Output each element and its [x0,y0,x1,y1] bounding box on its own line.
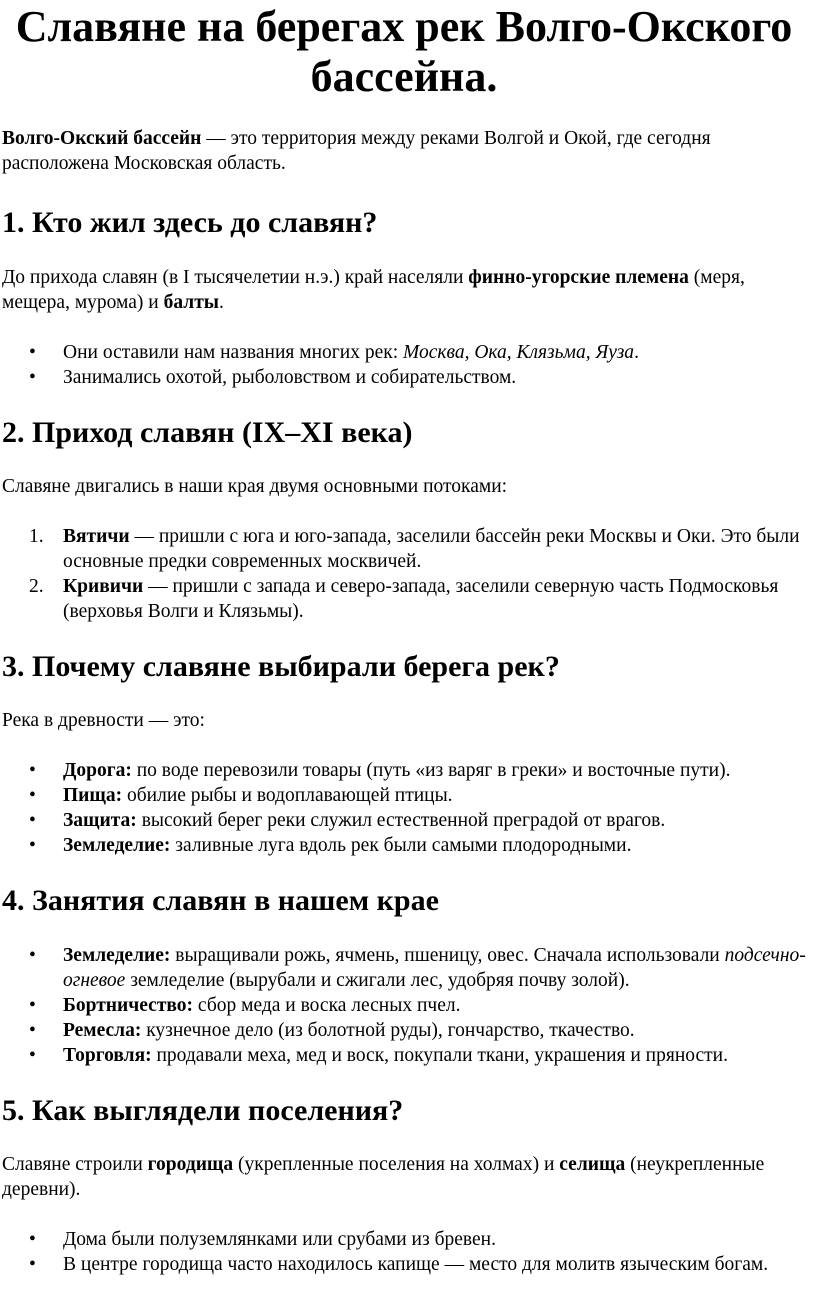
item-label: Пища: [63,785,123,806]
section-5-list [2,1227,806,1277]
item-label: Ремесла: [63,1020,142,1041]
text-run: (неукрепленные деревни). [2,1154,765,1200]
item-text: — пришли с юга и юго-запада, заселили бассейн реки Москвы и Оки. Это были основные предки современных москвичей. [63,526,800,572]
item-label: Вятичи [63,526,130,547]
list-item: • Занимались охотой, рыболовством и собирательством. [63,365,806,390]
item-number: 2. [29,576,44,597]
page-title: Славяне на берегах рек Волго-Окского бассейна. [15,2,793,101]
item-number: 1. [29,526,44,547]
bold-term: финно-угорские племена [468,267,689,288]
section-2-heading: 2. Приход славян (IX–XI века) [2,416,413,449]
section-1-heading: 1. Кто жил здесь до славян? [2,206,378,239]
text-run: . [219,292,224,313]
item-label: Земледелие: [63,945,171,966]
section-4-heading: 4. Занятия славян в нашем крае [2,884,439,917]
bold-term: селища [559,1154,626,1175]
item-text: кузнечное дело (из болотной руды), гончарство, ткачество. [141,1020,635,1041]
section-3-paragraph: Река в древности — это: [2,710,205,731]
item-text: земледелие (вырубали и сжигали лес, удобряя почву золой). [125,970,630,991]
text-run: Славяне строили [2,1154,148,1175]
item-text: сбор меда и воска лесных пчел. [193,995,461,1016]
list-item: • В центре городища часто находилось капище — место для молитв языческим богам. [63,1252,806,1277]
list-item [63,1018,806,1043]
item-label: Земледелие: [63,835,171,856]
section-3-list [2,758,806,858]
section-2-paragraph: Славяне двигались в наши края двумя основными потоками: [2,476,508,497]
list-item [63,993,806,1018]
numbered-item [29,574,806,624]
italic-term: Москва, Ока, Клязьма, Яуза [403,342,635,363]
intro-term: Волго-Окский бассейн [2,128,202,149]
list-item [63,783,806,808]
item-text: по воде перевозили товары (путь «из варяг в греки» и восточные пути). [131,760,731,781]
text-run: (укрепленные поселения на холмах) и [233,1154,560,1175]
item-text: обилие рыбы и водоплавающей птицы. [122,785,453,806]
list-item [63,340,806,365]
bold-term: городища [147,1154,234,1175]
intro-paragraph [2,126,806,176]
item-label: Дорога: [63,760,132,781]
section-2-list [2,524,806,624]
item-text: продавали меха, мед и воск, покупали ткани, украшения и пряности. [151,1045,728,1066]
item-label: Бортничество: [63,995,194,1016]
text-run: До прихода славян (в I тысячелетии н.э.) край населяли [2,267,469,288]
item-text: выращивали рожь, ячмень, пшеницу, овес. Сначала использовали [170,945,725,966]
text-run: Они оставили нам названия многих рек: [63,342,403,363]
item-label: Торговля: [63,1045,152,1066]
list-item: • Дома были полуземлянками или срубами из бревен. [63,1227,806,1252]
item-text: заливные луга вдоль рек были самыми плодородными. [170,835,632,856]
list-item [63,808,806,833]
list-item [63,833,806,858]
bold-term: балты [163,292,220,313]
section-3-heading: 3. Почему славяне выбирали берега рек? [2,650,560,683]
list-item [63,943,806,993]
section-1-list [2,340,806,390]
list-item [63,1043,806,1068]
list-item [63,758,806,783]
item-label: Кривичи [63,576,144,597]
text-run: . [634,342,639,363]
item-text: — пришли с запада и северо-запада, заселили северную часть Подмосковья (верховья Волги и Клязьмы). [63,576,779,622]
item-label: Защита: [63,810,137,831]
intro-text: — это территория между реками Волгой и Окой, где сегодня расположена Московская область. [2,128,711,174]
italic-term: подсечно-огневое [63,945,806,991]
section-1-paragraph [2,265,806,315]
section-4-list [2,943,806,1068]
text-run: (меря, мещера, мурома) и [2,267,745,313]
item-text: высокий берег реки служил естественной преградой от врагов. [136,810,666,831]
section-5-paragraph [2,1152,806,1202]
section-5-heading: 5. Как выглядели поселения? [2,1094,404,1127]
numbered-item [29,524,806,574]
